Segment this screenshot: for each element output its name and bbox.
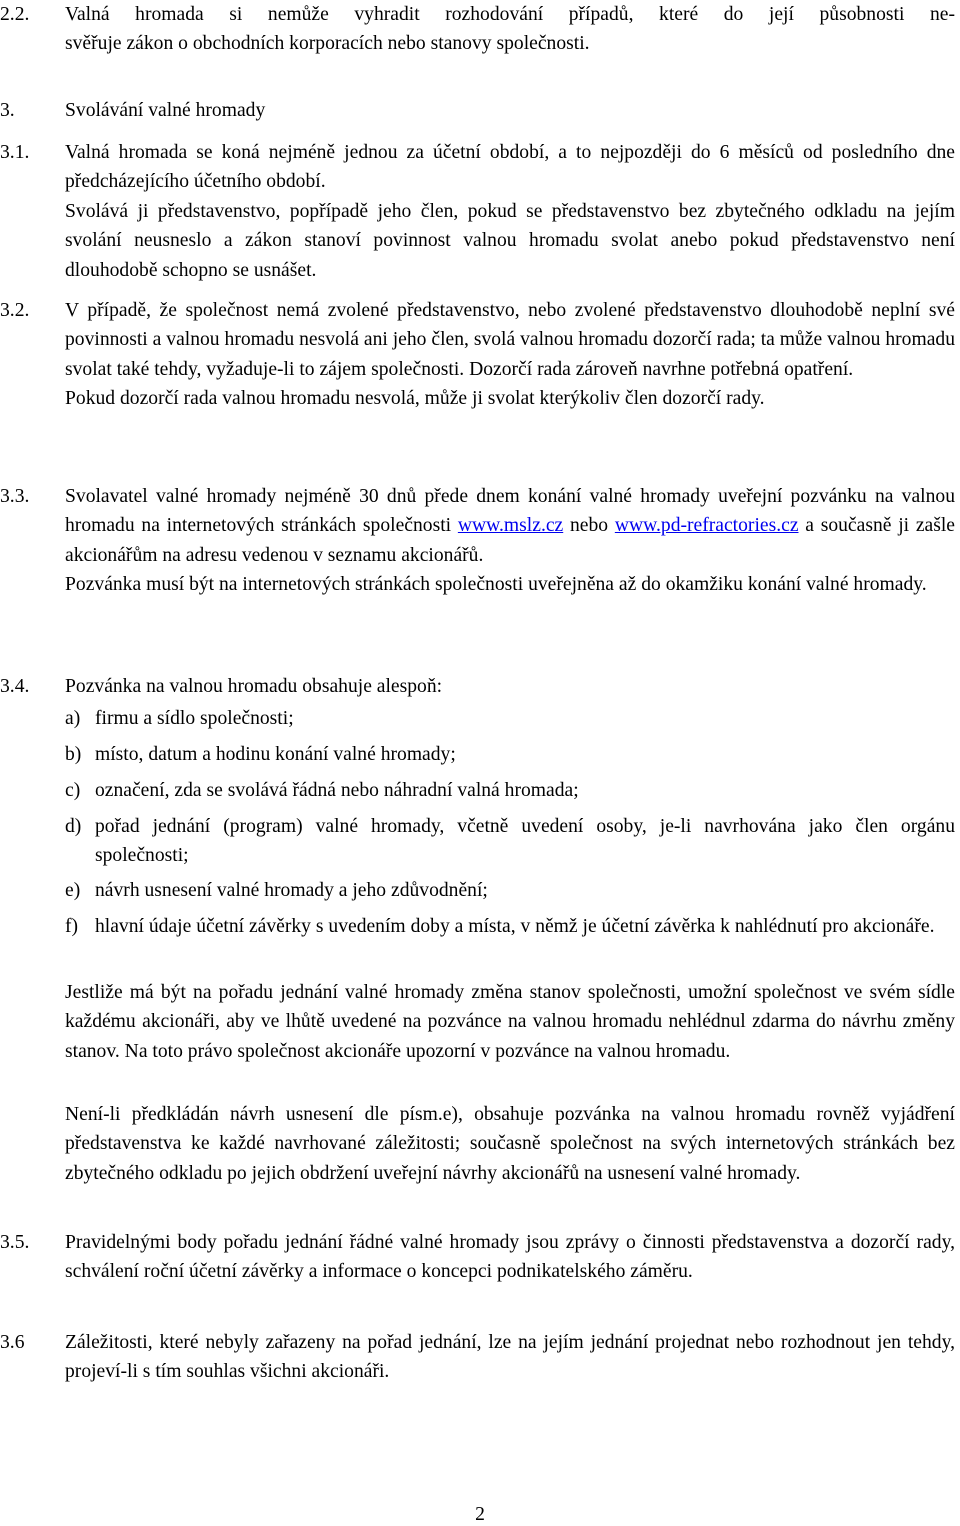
section-number: 2.2.: [0, 4, 30, 25]
section-3-4-continued: [0, 978, 955, 1066]
list-item: [65, 740, 955, 769]
text-run: nebo: [569, 515, 609, 537]
page-number: 2: [475, 1504, 485, 1525]
paragraph: V případě, že společnost nemá zvolené představenstvo, nebo zvolené představenstvo dlouhodobě neplní své povinnosti a valnou hromadu nesvolá ani jeho člen, svolá valnou hromadu dozorčí rada; ta může valnou hromadu svolat také tehdy, vyžaduje-li to zájem společnosti. Dozorčí rada zároveň navrhne potřebná opatření.: [65, 300, 955, 380]
list-marker: b): [65, 744, 82, 765]
paragraph: Není-li předkládán návrh usnesení dle písm.e), obsahuje pozvánka na valnou hromadu rovněž vyjádření představenstva ke každé navrhované záležitosti; současně společnost na svých internetových stránkách bez zbytečného odkladu po jejich obdržení uveřejní návrhy akcionářů na usnesení valné hromady.: [65, 1104, 955, 1184]
section-3-4: [0, 672, 955, 701]
section-number: 3.1.: [0, 142, 30, 163]
link-mslz[interactable]: www.mslz.cz: [457, 515, 564, 537]
paragraph: Pravidelnými body pořadu jednání řádné valné hromady jsou zprávy o činnosti představenstva a dozorčí rady, schválení roční účetní závěrky a informace o koncepci podnikatelského záměru.: [65, 1232, 955, 1283]
list-item-text: návrh usnesení valné hromady a jeho zdůvodnění;: [95, 880, 488, 901]
list-item: [65, 912, 955, 941]
link-pd-refractories[interactable]: www.pd-refractories.cz: [614, 515, 799, 537]
paragraph: Valná hromada se koná nejméně jednou za účetní období, a to nejpozději do 6 měsíců od posledního dne předcházejícího účetního období.: [65, 142, 955, 193]
paragraph: Pozvánka na valnou hromadu obsahuje alespoň:: [65, 676, 443, 697]
section-2-2: [0, 0, 955, 59]
list-item: [65, 812, 955, 871]
paragraph: Pozvánka musí být na internetových stránkách společnosti uveřejněna až do okamžiku konání valné hromady.: [65, 574, 927, 596]
paragraph: Jestliže má být na pořadu jednání valné hromady změna stanov společnosti, umožní společnost ve svém sídle každému akcionáři, aby ve lhůtě uvedené na pozvánce na valnou hromadu nehlédnul zdarma do návrhu změny stanov. Na toto právo společnost akcionáře upozorní v pozvánce na valnou hromadu.: [65, 982, 955, 1062]
list-marker: e): [65, 880, 81, 901]
list-marker: c): [65, 780, 81, 801]
section-number: 3.6: [0, 1332, 25, 1353]
section-3-heading: [0, 96, 955, 125]
section-3-6: [0, 1328, 955, 1387]
list-item: [65, 876, 955, 905]
list-marker: a): [65, 708, 81, 729]
list-item: [65, 776, 955, 805]
section-3-4-continued-2: [0, 1100, 955, 1188]
section-3-5: [0, 1228, 955, 1287]
paragraph: [65, 482, 955, 570]
section-number: 3.3.: [0, 486, 30, 507]
section-number: 3.5.: [0, 1232, 30, 1253]
section-number: 3.2.: [0, 300, 30, 321]
section-number: 3.4.: [0, 676, 30, 697]
section-3-2: [0, 296, 955, 414]
list-item-text: hlavní údaje účetní závěrky s uvedením doby a místa, v němž je účetní závěrka k nahlédnutí pro akcionáře.: [95, 916, 935, 937]
list-item: [65, 704, 955, 733]
paragraph: Pokud dozorčí rada valnou hromadu nesvolá, může ji svolat kterýkoliv člen dozorčí rady.: [65, 388, 765, 410]
paragraph: Svolává ji představenstvo, popřípadě jeho člen, pokud se představenstvo bez zbytečného odkladu na jejím svolání neusneslo a zákon stanoví povinnost valnou hromadu svolat anebo pokud představenstvo není dlouhodobě schopno se usnášet.: [65, 200, 955, 281]
list-item-text: firmu a sídlo společnosti;: [95, 708, 294, 729]
section-title: Svolávání valné hromady: [65, 100, 266, 121]
list-item-text: místo, datum a hodinu konání valné hromady;: [95, 744, 456, 765]
list-marker: f): [65, 916, 79, 937]
paragraph: Valná hromada si nemůže vyhradit rozhodování případů, které do její působnosti ne-: [65, 4, 955, 25]
paragraph: svěřuje zákon o obchodních korporacích nebo stanovy společnosti.: [65, 33, 590, 55]
text-run: a současně ji zašle akcionářům na adresu vedenou v seznamu akcionářů.: [65, 515, 955, 566]
section-3-1: [0, 138, 955, 285]
list-item-text: označení, zda se svolává řádná nebo náhradní valná hromada;: [95, 780, 579, 801]
paragraph: Záležitosti, které nebyly zařazeny na pořad jednání, lze na jejím jednání projednat nebo rozhodnout jen tehdy, projeví-li s tím souhlas všichni akcionáři.: [65, 1332, 955, 1383]
section-3-3: [0, 482, 955, 600]
list-marker: d): [65, 816, 82, 837]
list-item-text: pořad jednání (program) valné hromady, včetně uvedení osoby, je-li navrhována jako člen orgánu společnosti;: [95, 816, 955, 867]
section-number: 3.: [0, 100, 15, 121]
text-run: Svolavatel valné hromady nejméně 30 dnů přede dnem konání valné hromady uveřejní pozvánku na valnou hromadu na internetových stránkách společnosti: [65, 486, 955, 537]
